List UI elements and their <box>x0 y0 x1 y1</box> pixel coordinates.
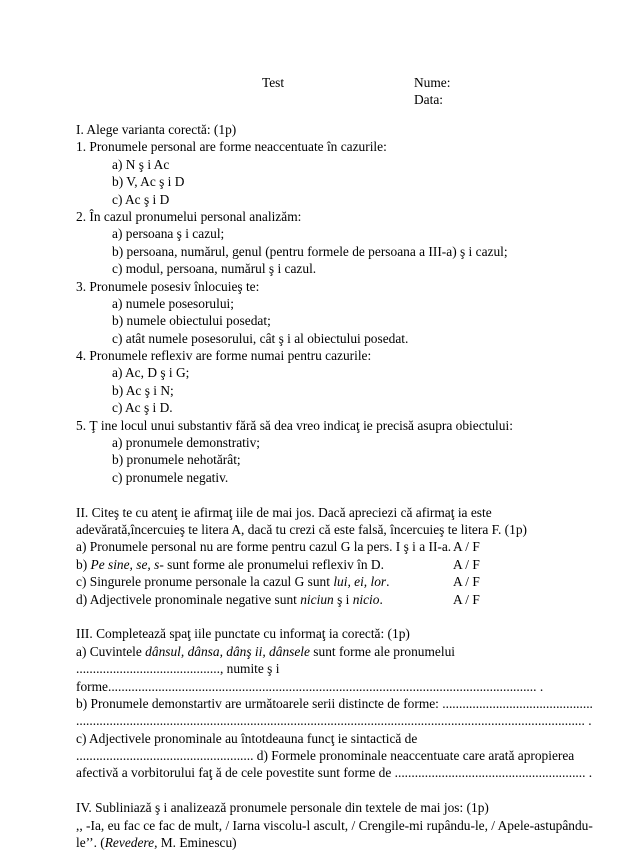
fill-a-line-2[interactable]: ..........................................., numite ş i <box>76 661 280 677</box>
fill-a-line-3[interactable]: forme................................................................................................................................ . <box>76 678 544 694</box>
test-content <box>76 121 596 851</box>
q1-option-a: a) N ş i Ac <box>112 156 170 172</box>
q3-option-a: a) numele posesorului; <box>112 295 234 311</box>
section-2-heading-1: II. Citeş te cu atenţ ie afirmaţ iile de mai jos. Dacă apreciezi că afirmaţ ia este <box>76 504 492 520</box>
q4-option-a: a) Ac, D ş i G; <box>112 365 190 381</box>
fill-a-line-1: a) Cuvintele dânsul, dânsa, dânş ii, dânsele sunt forme ale pronumelui <box>76 643 455 659</box>
section-3-heading: III. Completează spaţ iile punctate cu informaţ ia corectă: (1p) <box>76 626 410 642</box>
q1-option-b: b) V, Ac ş i D <box>112 174 185 190</box>
q4-option-b: b) Ac ş i N; <box>112 382 174 398</box>
statement-a <box>76 538 596 555</box>
section-2-heading-2: adevărată,încercuieş te litera A, dacă tu crezi că este falsă, încercuieş te litera F. (1p) <box>76 521 527 537</box>
q1-option-c: c) Ac ş i D <box>112 191 170 207</box>
q3-option-b: b) numele obiectului posedat; <box>112 313 271 329</box>
q2-option-b: b) persoana, numărul, genul (pentru formele de persoana a III-a) ş i cazul; <box>112 243 508 259</box>
question-3: 3. Pronumele posesiv înlocuieş te: <box>76 278 260 294</box>
fill-b-line-2[interactable]: ........................................................................................................................................................ . <box>76 713 592 729</box>
statement-text: c) Singurele pronume personale la cazul G sunt lui, ei, lor. <box>76 574 390 590</box>
statement-text: a) Pronumele personal nu are forme pentru cazul G la pers. I ş i a II-a. <box>76 539 452 555</box>
true-false-choice[interactable]: A / F <box>453 591 480 607</box>
fill-c-line-3[interactable]: afectivă a vorbitorului faţ ă de cele povestite sunt forme de ......................................................... . <box>76 765 593 781</box>
q5-option-b: b) pronumele nehotărât; <box>112 452 241 468</box>
date-label: Data: <box>414 92 443 107</box>
question-1: 1. Pronumele personal are forme neaccentuate în cazurile: <box>76 139 387 155</box>
fill-c-line-2[interactable]: ..................................................... d) Formele pronominale neaccentuate care arată apropierea <box>76 748 575 764</box>
poem-quote-line-2: le’’. (Revedere, M. Eminescu) <box>76 835 237 851</box>
q5-option-c: c) pronumele negativ. <box>112 469 229 485</box>
q5-option-a: a) pronumele demonstrativ; <box>112 435 260 451</box>
statement-c <box>76 573 596 590</box>
statement-text: d) Adjectivele pronominale negative sunt niciun ş i nicio. <box>76 591 383 607</box>
statement-b <box>76 556 596 573</box>
question-2: 2. În cazul pronumelui personal analizăm: <box>76 208 302 224</box>
true-false-choice[interactable]: A / F <box>453 574 480 590</box>
statement-d <box>76 591 596 608</box>
q2-option-a: a) persoana ş i cazul; <box>112 226 225 242</box>
q4-option-c: c) Ac ş i D. <box>112 400 173 416</box>
q2-option-c: c) modul, persoana, numărul ş i cazul. <box>112 261 317 277</box>
fill-b-line-1[interactable]: b) Pronumele demonstartiv are următoarele serii distincte de forme: ............................................. <box>76 695 593 711</box>
question-4: 4. Pronumele reflexiv are forme numai pentru cazurile: <box>76 348 372 364</box>
statement-text: b) Pe sine, se, s- sunt forme ale pronumelui reflexiv în D. <box>76 556 384 572</box>
true-false-choice[interactable]: A / F <box>453 539 480 555</box>
fill-c-line-1: c) Adjectivele pronominale au întotdeauna funcţ ie sintactică de <box>76 730 418 746</box>
section-1-heading: I. Alege varianta corectă: (1p) <box>76 122 237 137</box>
q3-option-c: c) atât numele posesorului, cât ş i al obiectului posedat. <box>112 330 409 346</box>
name-label: Nume: <box>414 75 451 90</box>
header-title: Test <box>262 75 285 90</box>
true-false-choice[interactable]: A / F <box>453 556 480 572</box>
question-5: 5. Ţ ine locul unui substantiv fără să dea vreo indicaţ ie precisă asupra obiectului: <box>76 417 513 433</box>
section-4-heading: IV. Subliniază ş i analizează pronumele personale din textele de mai jos: (1p) <box>76 800 489 816</box>
poem-quote-line-1: ,, -Ia, eu fac ce fac de mult, / Iarna viscolu-l ascult, / Crengile-mi rupându-le, / Apele-astupându- <box>76 817 593 833</box>
